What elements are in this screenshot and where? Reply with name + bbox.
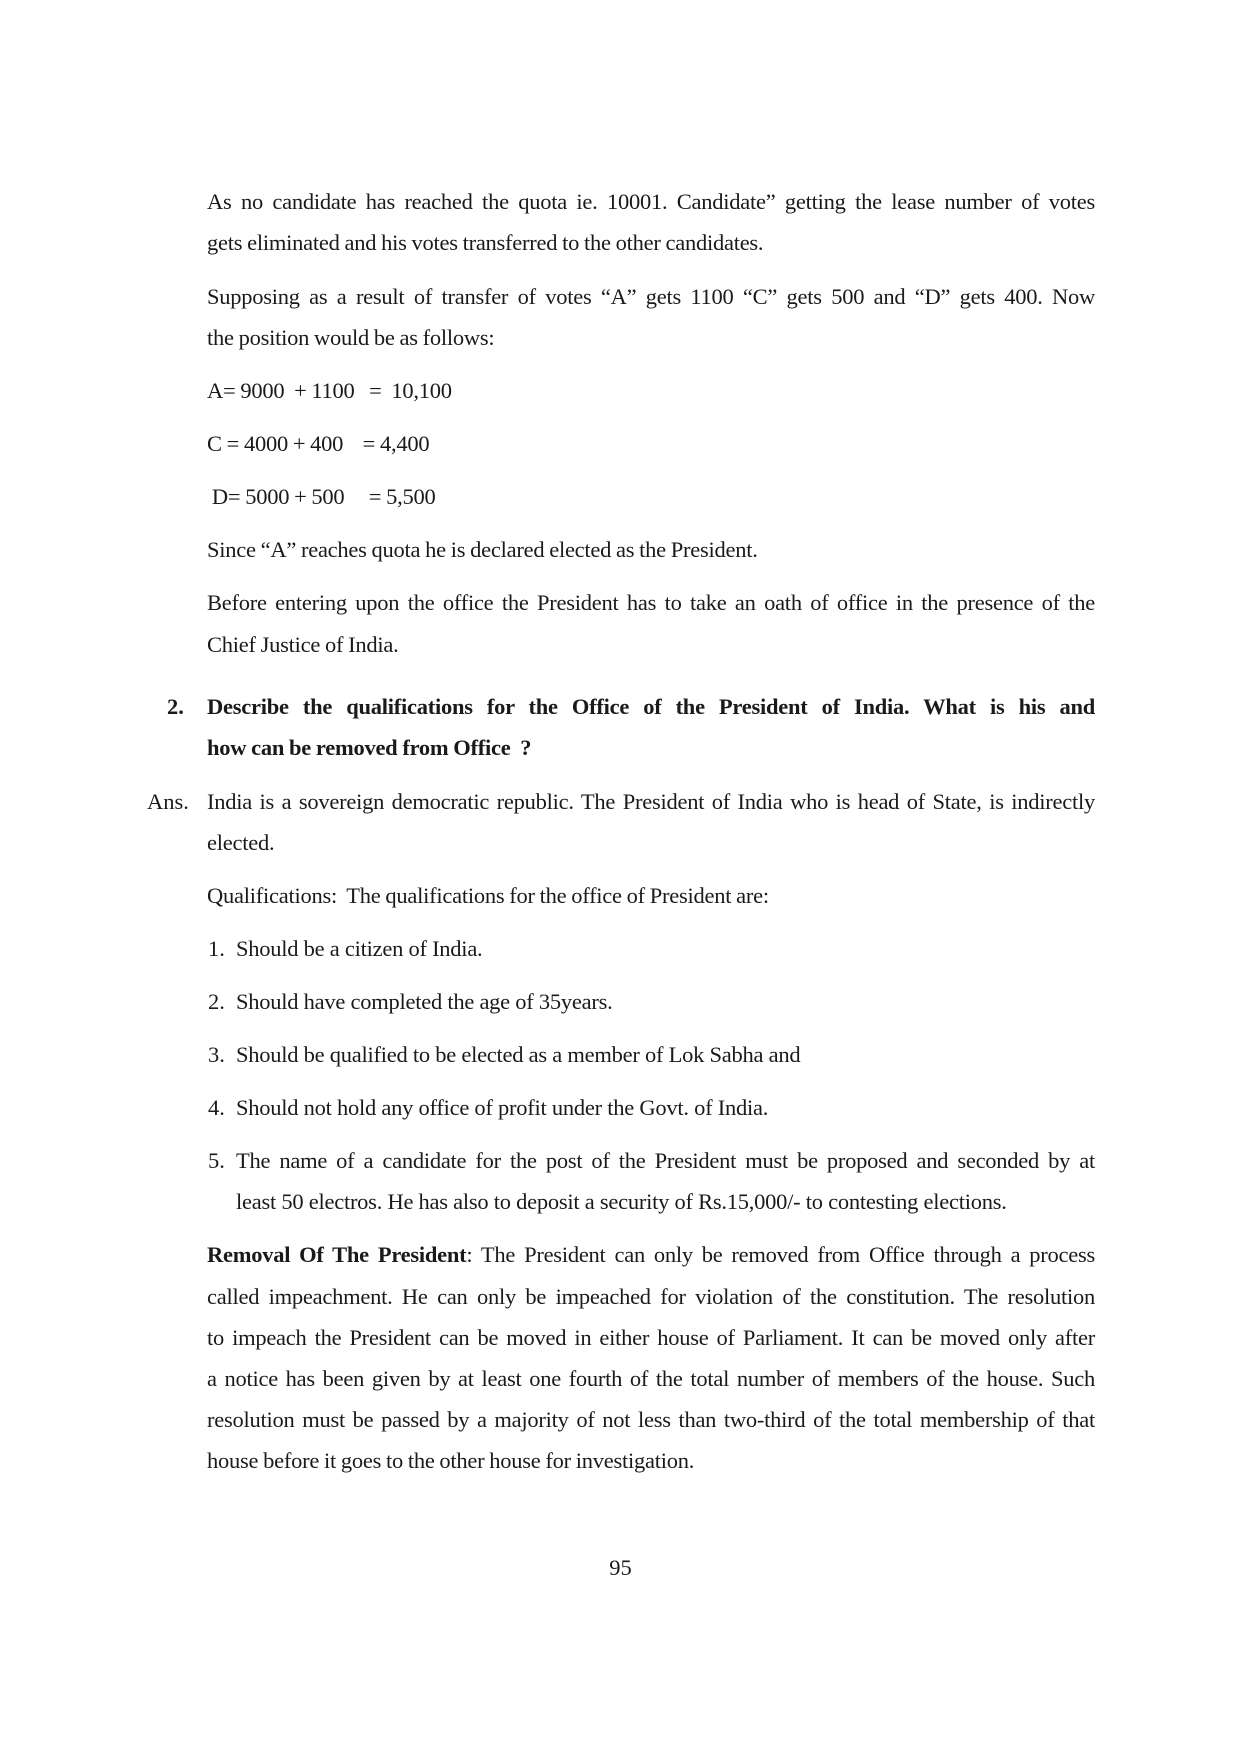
list-item-text: The name of a candidate for the post of the President must be proposed and seconded by at: [236, 1148, 1095, 1173]
list-item-number: 2.: [208, 989, 225, 1014]
answer-text-line: elected.: [207, 830, 275, 855]
text-line: Before entering upon the office the President has to take an oath of office in the presence of the: [207, 590, 1095, 615]
question-text-line: Describe the qualifications for the Office of the President of India. What is his and: [207, 694, 1095, 719]
list-item-text: Should not hold any office of profit under the Govt. of India.: [236, 1095, 769, 1120]
equation-c: C = 4000 + 400 = 4,400: [207, 431, 430, 456]
page-number: 95: [609, 1555, 632, 1580]
text-line: resolution must be passed by a majority of not less than two-third of the total membership of that: [207, 1407, 1095, 1432]
list-item-text: Should be qualified to be elected as a member of Lok Sabha and: [236, 1042, 801, 1067]
list-item-number: 4.: [208, 1095, 225, 1120]
answer-text-line: India is a sovereign democratic republic. The President of India who is head of State, is indirectly: [207, 789, 1095, 814]
text-line: As no candidate has reached the quota ie. 10001. Candidate” getting the lease number of votes: [207, 189, 1095, 214]
text-line: the position would be as follows:: [207, 325, 495, 350]
text-line: Since “A” reaches quota he is declared elected as the President.: [207, 537, 758, 562]
answer-label: Ans.: [147, 789, 189, 814]
text-line: gets eliminated and his votes transferred to the other candidates.: [207, 230, 764, 255]
qualifications-intro: Qualifications: The qualifications for the office of President are:: [207, 883, 769, 908]
list-item-number: 1.: [208, 936, 225, 961]
removal-heading: Removal Of The President: [207, 1242, 467, 1267]
text-line: Supposing as a result of transfer of votes “A” gets 1100 “C” gets 500 and “D” gets 400. Now: [207, 284, 1095, 309]
equation-d: D= 5000 + 500 = 5,500: [207, 484, 436, 509]
text-line: a notice has been given by at least one fourth of the total number of members of the house. Such: [207, 1366, 1095, 1391]
list-item-text: Should be a citizen of India.: [236, 936, 483, 961]
text-line: house before it goes to the other house for investigation.: [207, 1448, 695, 1473]
question-text-line: how can be removed from Office ?: [207, 735, 532, 760]
list-item-text: least 50 electros. He has also to deposit a security of Rs.15,000/- to contesting elections.: [236, 1189, 1007, 1214]
list-item-number: 3.: [208, 1042, 225, 1067]
text-line: called impeachment. He can only be impeached for violation of the constitution. The resolution: [207, 1284, 1095, 1309]
list-item-text: Should have completed the age of 35years.: [236, 989, 613, 1014]
text-line: to impeach the President can be moved in either house of Parliament. It can be moved only after: [207, 1325, 1095, 1350]
removal-intro: : The President can only be removed from Office through a process: [466, 1242, 1095, 1267]
text-line: Chief Justice of India.: [207, 632, 399, 657]
question-number: 2.: [167, 694, 184, 719]
text-line: [207, 1240, 1095, 1270]
list-item-number: 5.: [208, 1148, 225, 1173]
equation-a: A= 9000 + 1100 = 10,100: [207, 378, 452, 403]
